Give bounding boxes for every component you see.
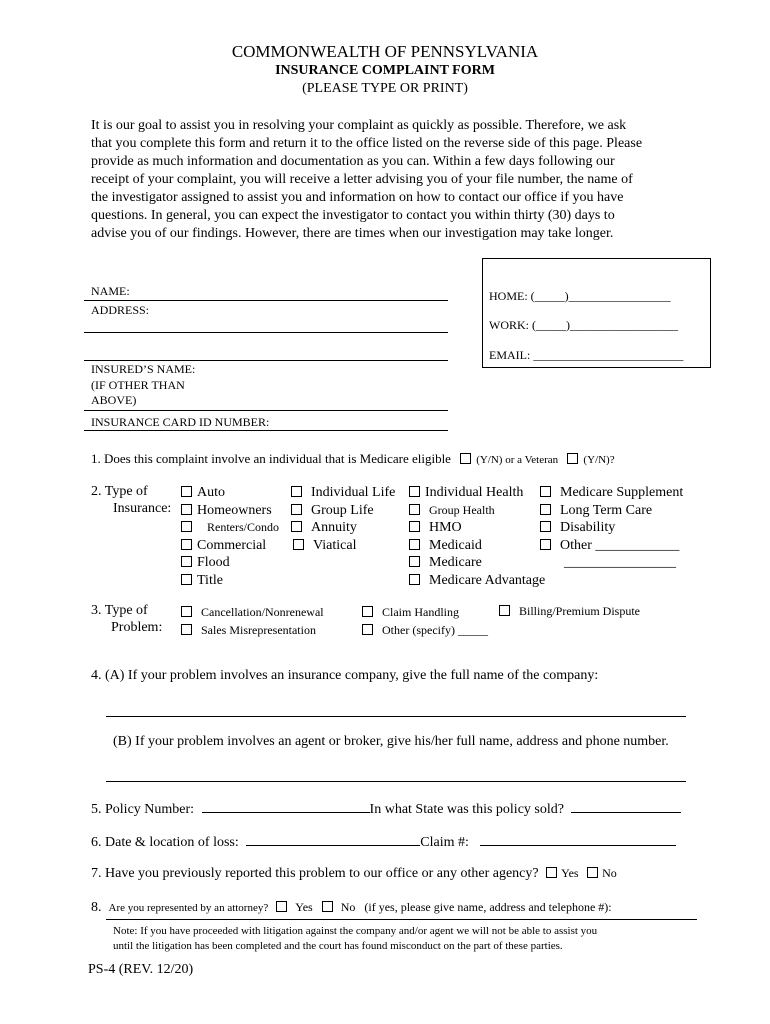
opt-other[interactable] <box>540 537 683 555</box>
option-label: Annuity <box>311 520 357 535</box>
opt-disability[interactable] <box>540 519 683 537</box>
q8-no-label: No <box>340 900 356 914</box>
q3-label-2: Problem: <box>111 620 163 635</box>
option-label: Group Life <box>311 502 374 518</box>
checkbox[interactable] <box>181 521 192 532</box>
q4b-field[interactable] <box>106 781 686 782</box>
intro-line: provide as much information and documentation as you can. Within a few days following our <box>91 154 615 169</box>
q8-yes-checkbox[interactable] <box>276 901 287 912</box>
checkbox[interactable] <box>181 504 192 515</box>
intro-paragraph <box>91 117 642 243</box>
option-label: Other ____________ <box>560 537 680 553</box>
q1-medicare-checkbox[interactable] <box>460 453 471 464</box>
intro-line: advise you of our findings. However, there are times when our investigation may take longer. <box>91 226 614 241</box>
q1-medicare-option: (Y/N) or a Veteran <box>476 454 559 466</box>
option-label: Title <box>197 572 223 588</box>
checkbox[interactable] <box>181 574 192 585</box>
option-label: Individual Life <box>311 485 396 500</box>
checkbox[interactable] <box>181 624 192 635</box>
opt-claim-handling[interactable] <box>362 604 488 622</box>
checkbox[interactable] <box>409 504 420 515</box>
form-subtitle: INSURANCE COMPLAINT FORM <box>275 63 495 78</box>
opt-flood[interactable] <box>181 554 279 572</box>
checkbox[interactable] <box>540 521 551 532</box>
checkbox[interactable] <box>293 539 304 550</box>
q8-hint: (if yes, please give name, address and telephone #): <box>364 900 612 914</box>
opt-title[interactable] <box>181 572 279 590</box>
litigation-note <box>113 924 597 953</box>
insured-name-field[interactable] <box>84 410 448 411</box>
checkbox[interactable] <box>409 486 420 497</box>
option-label: Commercial <box>197 537 267 553</box>
q2-col3 <box>409 484 545 589</box>
opt-medicaid[interactable] <box>409 537 545 555</box>
option-label: Billing/Premium Dispute <box>519 604 641 618</box>
checkbox[interactable] <box>291 521 302 532</box>
q6-label: 6. Date & location of loss: <box>91 835 239 850</box>
checkbox[interactable] <box>540 539 551 550</box>
q2-label-1: 2. Type of <box>91 484 148 499</box>
q4a-field[interactable] <box>106 716 686 717</box>
q7-text: 7. Have you previously reported this problem to our office or any other agency? <box>91 866 539 881</box>
q3-label-1: 3. Type of <box>91 603 148 618</box>
checkbox[interactable] <box>409 556 420 567</box>
checkbox[interactable] <box>409 574 420 585</box>
q1-text: 1. Does this complaint involve an individual that is Medicare eligible <box>91 451 451 466</box>
note-line: until the litigation has been completed and the court has found misconduct on the part of these parties. <box>113 939 563 952</box>
address-label: ADDRESS: <box>91 303 150 317</box>
opt-long-term-care[interactable] <box>540 502 683 520</box>
option-label: Medicare <box>429 555 482 570</box>
insured-label-line: (IF OTHER THAN <box>91 377 185 392</box>
opt-individual-life[interactable] <box>291 484 395 502</box>
intro-line: the investigator assigned to assist you and information on how to contact our office if you have <box>91 190 624 205</box>
q2-col1 <box>181 484 279 589</box>
opt-renters[interactable] <box>181 519 279 537</box>
checkbox[interactable] <box>181 486 192 497</box>
opt-group-life[interactable] <box>291 502 395 520</box>
option-label: Viatical <box>313 537 357 553</box>
option-label: Medicaid <box>429 537 482 553</box>
option-label: HMO <box>429 520 462 535</box>
q8-yes-label: Yes <box>295 900 313 914</box>
option-label: Cancellation/Nonrenewal <box>201 605 324 619</box>
insured-label-line: ABOVE) <box>91 393 137 407</box>
option-label: Renters/Condo <box>207 520 279 534</box>
option-label: Disability <box>560 520 616 535</box>
checkbox[interactable] <box>362 624 373 635</box>
opt-commercial[interactable] <box>181 537 279 555</box>
option-label: Individual Health <box>425 485 524 500</box>
q4b-text: (B) If your problem involves an agent or broker, give his/her full name, address and phone number. <box>113 734 669 749</box>
checkbox[interactable] <box>181 539 192 550</box>
claim-number-field[interactable] <box>480 833 676 846</box>
opt-medicare[interactable] <box>409 554 545 572</box>
form-instruction: (PLEASE TYPE OR PRINT) <box>302 81 468 96</box>
checkbox[interactable] <box>291 486 302 497</box>
q5-label: 5. Policy Number: <box>91 802 195 817</box>
q7-no-label: No <box>602 866 617 880</box>
intro-line: questions. In general, you can expect the investigator to contact you within thirty (30) days to <box>91 208 615 223</box>
q5-state-label: In what State was this policy sold? <box>369 802 564 817</box>
option-label: Flood <box>197 555 230 570</box>
opt-sales-misrep[interactable] <box>181 622 324 640</box>
opt-medicare-advantage[interactable] <box>409 572 545 590</box>
checkbox[interactable] <box>291 504 302 515</box>
q1-veteran-option: (Y/N)? <box>583 454 615 466</box>
q1-medicare <box>91 451 615 467</box>
opt-auto[interactable] <box>181 484 279 502</box>
form-id: PS-4 (REV. 12/20) <box>88 962 194 977</box>
q7-row <box>91 866 617 882</box>
q2-col4 <box>540 484 683 572</box>
opt-billing-dispute[interactable] <box>499 604 640 619</box>
checkbox[interactable] <box>499 605 510 616</box>
option-label: Homeowners <box>197 502 272 518</box>
checkbox[interactable] <box>181 556 192 567</box>
option-label: Group Health <box>429 502 495 517</box>
q5-row <box>91 800 681 818</box>
policy-number-field[interactable] <box>202 800 370 813</box>
note-line: Note: If you have proceeded with litigation against the company and/or agent we will not be able to assist you <box>113 925 598 937</box>
opt-annuity[interactable] <box>291 519 395 537</box>
attorney-info-field[interactable] <box>106 919 697 920</box>
checkbox[interactable] <box>181 606 192 617</box>
q7-yes-checkbox[interactable] <box>546 867 557 878</box>
checkbox[interactable] <box>409 521 420 532</box>
option-label: Medicare Supplement <box>560 485 684 500</box>
home-phone-field[interactable]: HOME: (_____)_________________ <box>489 289 671 303</box>
checkbox[interactable] <box>409 539 420 550</box>
opt-other-specify[interactable] <box>362 622 488 640</box>
q1-veteran-checkbox[interactable] <box>567 453 578 464</box>
opt-cancellation[interactable] <box>181 604 324 622</box>
opt-homeowners[interactable] <box>181 502 279 520</box>
opt-hmo[interactable] <box>409 519 545 537</box>
address-field-line-1[interactable] <box>84 332 448 333</box>
q7-no-checkbox[interactable] <box>587 867 598 878</box>
q2-col2 <box>291 484 395 554</box>
q3-col1 <box>181 604 324 639</box>
intro-line: It is our goal to assist you in resolving your complaint as quickly as possible. Therefore, we ask <box>91 118 627 133</box>
opt-medicare-supplement[interactable] <box>540 484 683 502</box>
opt-individual-health[interactable] <box>409 484 545 502</box>
loss-date-location-field[interactable] <box>246 833 420 846</box>
option-label: Sales Misrepresentation <box>201 622 316 637</box>
option-label: Long Term Care <box>560 502 653 518</box>
checkbox[interactable] <box>362 606 373 617</box>
q8-number: 8. <box>91 900 102 915</box>
q7-yes-label: Yes <box>561 866 579 880</box>
name-label: NAME: <box>91 284 130 298</box>
insured-name-label <box>91 362 195 409</box>
intro-line: that you complete this form and return it to the office listed on the reverse side of this page. Please <box>91 136 643 151</box>
insured-label-line: INSURED’S NAME: <box>91 362 196 376</box>
option-label: Medicare Advantage <box>429 572 546 588</box>
q4a-text: 4. (A) If your problem involves an insurance company, give the full name of the company: <box>91 668 599 683</box>
opt-group-health[interactable] <box>409 502 545 520</box>
form-title: COMMONWEALTH OF PENNSYLVANIA <box>231 42 539 61</box>
card-id-field[interactable] <box>84 430 448 431</box>
q3-col2 <box>362 604 488 639</box>
card-id-label: INSURANCE CARD ID NUMBER: <box>91 415 270 429</box>
opt-viatical[interactable] <box>291 537 395 555</box>
email-field[interactable]: EMAIL: _________________________ <box>489 348 684 362</box>
q2-label-2: Insurance: <box>113 501 172 516</box>
intro-line: receipt of your complaint, you will receive a letter advising you of your file number, the name of <box>91 172 633 187</box>
policy-state-field[interactable] <box>571 800 681 813</box>
option-label: Auto <box>197 485 225 500</box>
q8-no-checkbox[interactable] <box>322 901 333 912</box>
checkbox[interactable] <box>540 486 551 497</box>
q8-row <box>91 898 612 916</box>
work-phone-field[interactable]: WORK: (_____)__________________ <box>489 318 678 332</box>
address-field-line-2[interactable] <box>84 360 448 361</box>
q8-text: Are you represented by an attorney? <box>108 902 269 914</box>
option-label: Other (specify) _____ <box>382 622 488 637</box>
other-specify-field[interactable]: ________________ <box>564 555 676 570</box>
q6-claim-label: Claim #: <box>420 835 469 850</box>
q6-row <box>91 833 676 851</box>
name-field[interactable] <box>84 300 448 301</box>
checkbox[interactable] <box>540 504 551 515</box>
option-label: Claim Handling <box>382 605 459 619</box>
